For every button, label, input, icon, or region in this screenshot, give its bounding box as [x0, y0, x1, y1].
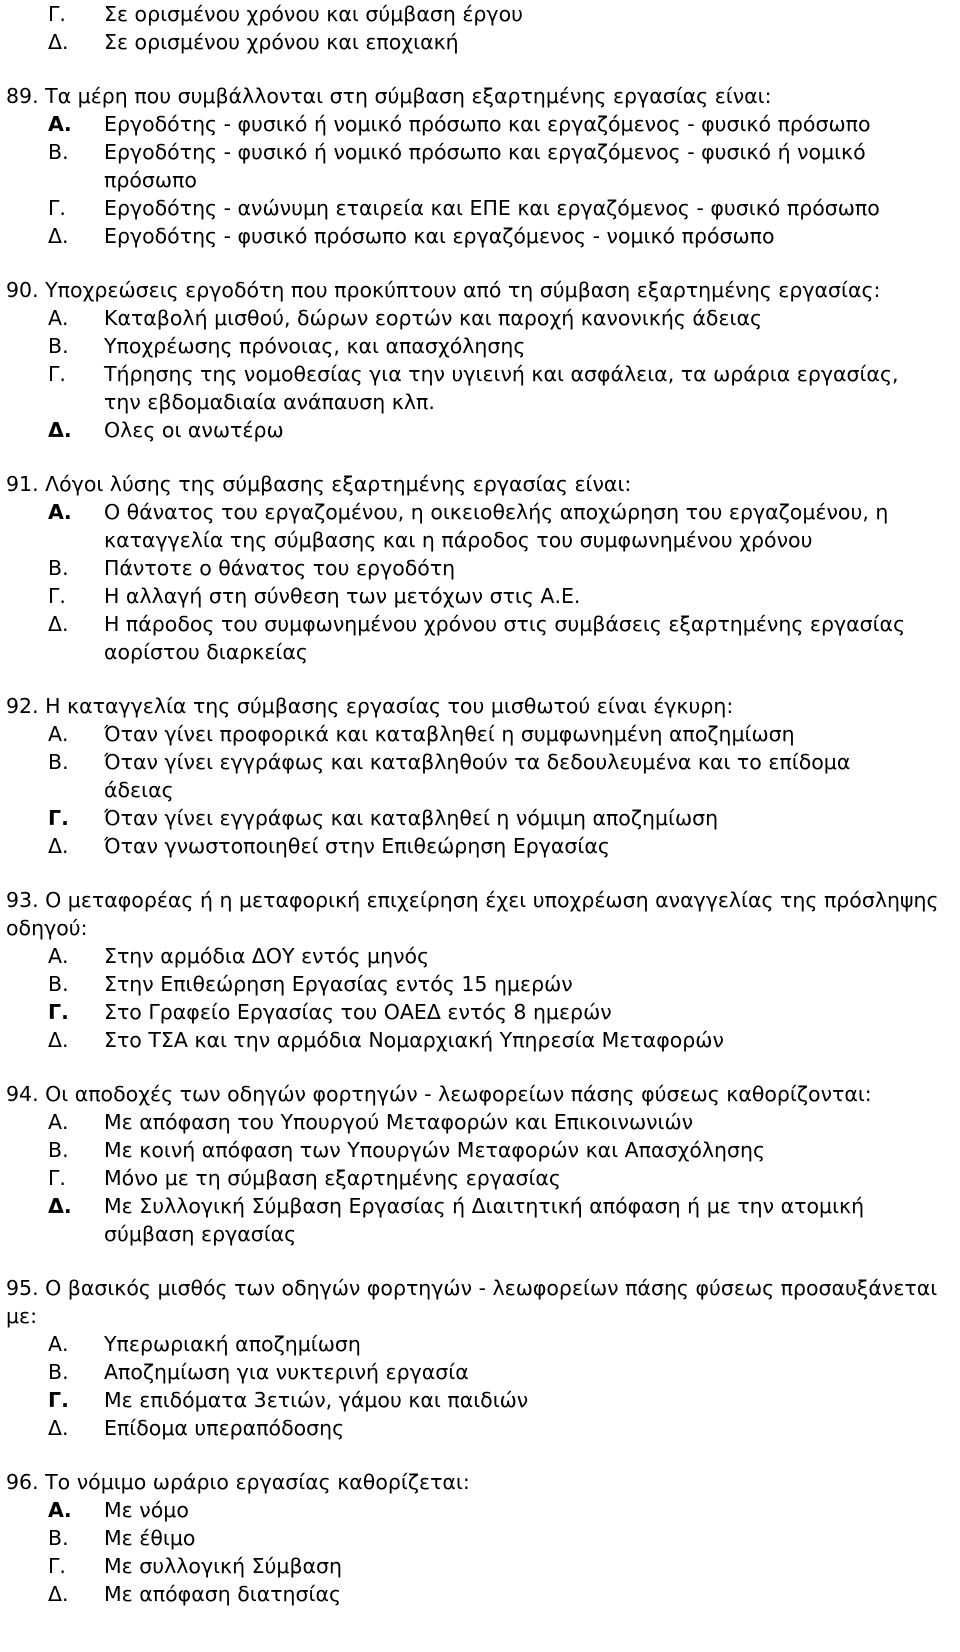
question-spacer [0, 1248, 960, 1274]
option-text: Με κοινή απόφαση των Υπουργών Μεταφορών και Απασχόλησης [104, 1138, 766, 1162]
question-block [0, 1080, 960, 1248]
option-letter: Β. [48, 750, 69, 774]
option-row [0, 304, 960, 332]
option-row [0, 1552, 960, 1580]
option-row [0, 1414, 960, 1442]
question-spacer [0, 1054, 960, 1080]
option-row [0, 498, 960, 554]
option-text: Στην Επιθεώρηση Εργασίας εντός 15 ημερών [104, 972, 573, 996]
option-letter: Δ. [48, 1194, 72, 1218]
option-letter: Α. [48, 1332, 69, 1356]
option-letter: Β. [48, 972, 69, 996]
option-row [0, 1108, 960, 1136]
option-text: Όταν γίνει εγγράφως και καταβληθούν τα δεδουλευμένα και το επίδομα άδειας [104, 750, 851, 802]
option-letter: Δ. [48, 612, 69, 636]
question-block [0, 886, 960, 1054]
option-text: Με έθιμο [104, 1526, 196, 1550]
option-letter: Β. [48, 1526, 69, 1550]
question-spacer [0, 444, 960, 470]
option-text: Με Συλλογική Σύμβαση Εργασίας ή Διαιτητική απόφαση ή με την ατομική σύμβαση εργασίας [104, 1194, 865, 1246]
option-letter: Γ. [48, 806, 69, 830]
option-letter: Α. [48, 944, 69, 968]
option-letter: Β. [48, 1360, 69, 1384]
option-letter: Β. [48, 556, 69, 580]
option-row [0, 1496, 960, 1524]
option-text: Σε ορισμένου χρόνου και εποχιακή [104, 30, 459, 54]
option-letter: Δ. [48, 1416, 69, 1440]
question-block [0, 276, 960, 444]
option-letter: Β. [48, 334, 69, 358]
option-letter: Α. [48, 112, 72, 136]
option-text: Υπερωριακή αποζημίωση [104, 1332, 361, 1356]
option-row [0, 1164, 960, 1192]
question-block [0, 1468, 960, 1608]
question-prompt: 96. Το νόμιμο ωράριο εργασίας καθορίζεται: [6, 1470, 470, 1494]
question-prompt: 93. Ο μεταφορέας ή η μεταφορική επιχείρηση έχει υποχρέωση αναγγελίας της πρόσληψης οδηγού: [6, 888, 939, 940]
option-row [0, 360, 960, 416]
option-letter: Δ. [48, 834, 69, 858]
option-letter: Δ. [48, 224, 69, 248]
option-letter: Γ. [48, 2, 66, 26]
option-letter: Γ. [48, 584, 66, 608]
option-text: Υποχρέωσης πρόνοιας, και απασχόλησης [104, 334, 526, 358]
option-row [0, 748, 960, 804]
option-row [0, 610, 960, 666]
option-letter: Γ. [48, 362, 66, 386]
option-letter: Δ. [48, 1028, 69, 1052]
option-text: Στο ΤΣΑ και την αρμόδια Νομαρχιακή Υπηρεσία Μεταφορών [104, 1028, 724, 1052]
option-row [0, 1580, 960, 1608]
option-letter: Δ. [48, 30, 69, 54]
option-text: Με νόμο [104, 1498, 189, 1522]
option-row [0, 194, 960, 222]
option-text: Όταν γίνει προφορικά και καταβληθεί η συμφωνημένη αποζημίωση [104, 722, 795, 746]
option-row [0, 0, 960, 28]
option-text: Αποζημίωση για νυκτερινή εργασία [104, 1360, 469, 1384]
question-block [0, 1274, 960, 1442]
question-spacer [0, 1442, 960, 1468]
option-letter: Β. [48, 1138, 69, 1162]
question-spacer [0, 860, 960, 886]
option-text: Καταβολή μισθού, δώρων εορτών και παροχή κανονικής άδειας [104, 306, 763, 330]
option-letter: Γ. [48, 196, 66, 220]
option-text: Η αλλαγή στη σύνθεση των μετόχων στις Α.Ε. [104, 584, 581, 608]
option-letter: Α. [48, 1498, 72, 1522]
question-prompt: 94. Οι αποδοχές των οδηγών φορτηγών - λεωφορείων πάσης φύσεως καθορίζονται: [6, 1082, 872, 1106]
option-letter: Α. [48, 1110, 69, 1134]
question-prompt: 89. Τα μέρη που συμβάλλονται στη σύμβαση εξαρτημένης εργασίας είναι: [6, 84, 772, 108]
option-row [0, 554, 960, 582]
option-letter: Γ. [48, 1554, 66, 1578]
option-row [0, 1136, 960, 1164]
question-prompt: 95. Ο βασικός μισθός των οδηγών φορτηγών - λεωφορείων πάσης φύσεως προσαυξάνεται με: [6, 1276, 938, 1328]
option-row [0, 720, 960, 748]
option-row [0, 998, 960, 1026]
option-letter: Α. [48, 306, 69, 330]
option-text: Όταν γίνει εγγράφως και καταβληθεί η νόμιμη αποζημίωση [104, 806, 719, 830]
option-text: Εργοδότης - φυσικό πρόσωπο και εργαζόμενος - νομικό πρόσωπο [104, 224, 775, 248]
option-row [0, 582, 960, 610]
option-letter: Γ. [48, 1000, 69, 1024]
option-text: Ολες οι ανωτέρω [104, 418, 284, 442]
question-spacer [0, 56, 960, 82]
option-row [0, 1330, 960, 1358]
option-row [0, 942, 960, 970]
option-text: Με απόφαση διατησίας [104, 1582, 342, 1606]
option-row [0, 1358, 960, 1386]
option-letter: Α. [48, 722, 69, 746]
option-text: Με συλλογική Σύμβαση [104, 1554, 343, 1578]
question-prompt: 92. Η καταγγελία της σύμβασης εργασίας του μισθωτού είναι έγκυρη: [6, 694, 734, 718]
option-text: Ο θάνατος του εργαζομένου, η οικειοθελής αποχώρηση του εργαζομένου, η καταγγελία της σύμβασης και η πάροδος του συμφωνημένου χρόνου [104, 500, 889, 552]
option-text: Εργοδότης - ανώνυμη εταιρεία και ΕΠΕ και εργαζόμενος - φυσικό πρόσωπο [104, 196, 880, 220]
question-list [0, 56, 960, 1608]
option-letter: Γ. [48, 1166, 66, 1190]
option-letter: Α. [48, 500, 72, 524]
option-text: Με επιδόματα 3ετιών, γάμου και παιδιών [104, 1388, 529, 1412]
question-spacer [0, 666, 960, 692]
question-prompt: 90. Υποχρεώσεις εργοδότη που προκύπτουν από τη σύμβαση εξαρτημένης εργασίας: [6, 278, 881, 302]
option-row [0, 970, 960, 998]
question-spacer [0, 250, 960, 276]
option-row [0, 28, 960, 56]
option-text: Εργοδότης - φυσικό ή νομικό πρόσωπο και εργαζόμενος - φυσικό πρόσωπο [104, 112, 871, 136]
option-row [0, 110, 960, 138]
option-text: Η πάροδος του συμφωνημένου χρόνου στις συμβάσεις εξαρτημένης εργασίας αορίστου διαρκείας [104, 612, 906, 664]
option-row [0, 138, 960, 194]
continued-options [0, 0, 960, 56]
option-row [0, 332, 960, 360]
option-text: Στο Γραφείο Εργασίας του ΟΑΕΔ εντός 8 ημερών [104, 1000, 612, 1024]
option-row [0, 222, 960, 250]
option-text: Μόνο με τη σύμβαση εξαρτημένης εργασίας [104, 1166, 561, 1190]
option-text: Σε ορισμένου χρόνου και σύμβαση έργου [104, 2, 523, 26]
option-row [0, 416, 960, 444]
option-text: Όταν γνωστοποιηθεί στην Επιθεώρηση Εργασίας [104, 834, 610, 858]
option-row [0, 832, 960, 860]
option-row [0, 804, 960, 832]
question-block [0, 470, 960, 666]
option-text: Με απόφαση του Υπουργού Μεταφορών και Επικοινωνιών [104, 1110, 694, 1134]
option-text: Εργοδότης - φυσικό ή νομικό πρόσωπο και εργαζόμενος - φυσικό ή νομικό πρόσωπο [104, 140, 866, 192]
option-letter: Δ. [48, 418, 72, 442]
question-block [0, 692, 960, 860]
option-row [0, 1386, 960, 1414]
option-text: Τήρησης της νομοθεσίας για την υγιεινή και ασφάλεια, τα ωράρια εργασίας, την εβδομαδιαία ανάπαυση κλπ. [104, 362, 899, 414]
option-row [0, 1026, 960, 1054]
option-letter: Β. [48, 140, 69, 164]
option-text: Πάντοτε ο θάνατος του εργοδότη [104, 556, 456, 580]
option-row [0, 1192, 960, 1248]
option-row [0, 1524, 960, 1552]
option-text: Επίδομα υπεραπόδοσης [104, 1416, 345, 1440]
question-block [0, 82, 960, 250]
option-letter: Γ. [48, 1388, 69, 1412]
option-letter: Δ. [48, 1582, 69, 1606]
question-prompt: 91. Λόγοι λύσης της σύμβασης εξαρτημένης εργασίας είναι: [6, 472, 632, 496]
option-text: Στην αρμόδια ΔΟΥ εντός μηνός [104, 944, 430, 968]
